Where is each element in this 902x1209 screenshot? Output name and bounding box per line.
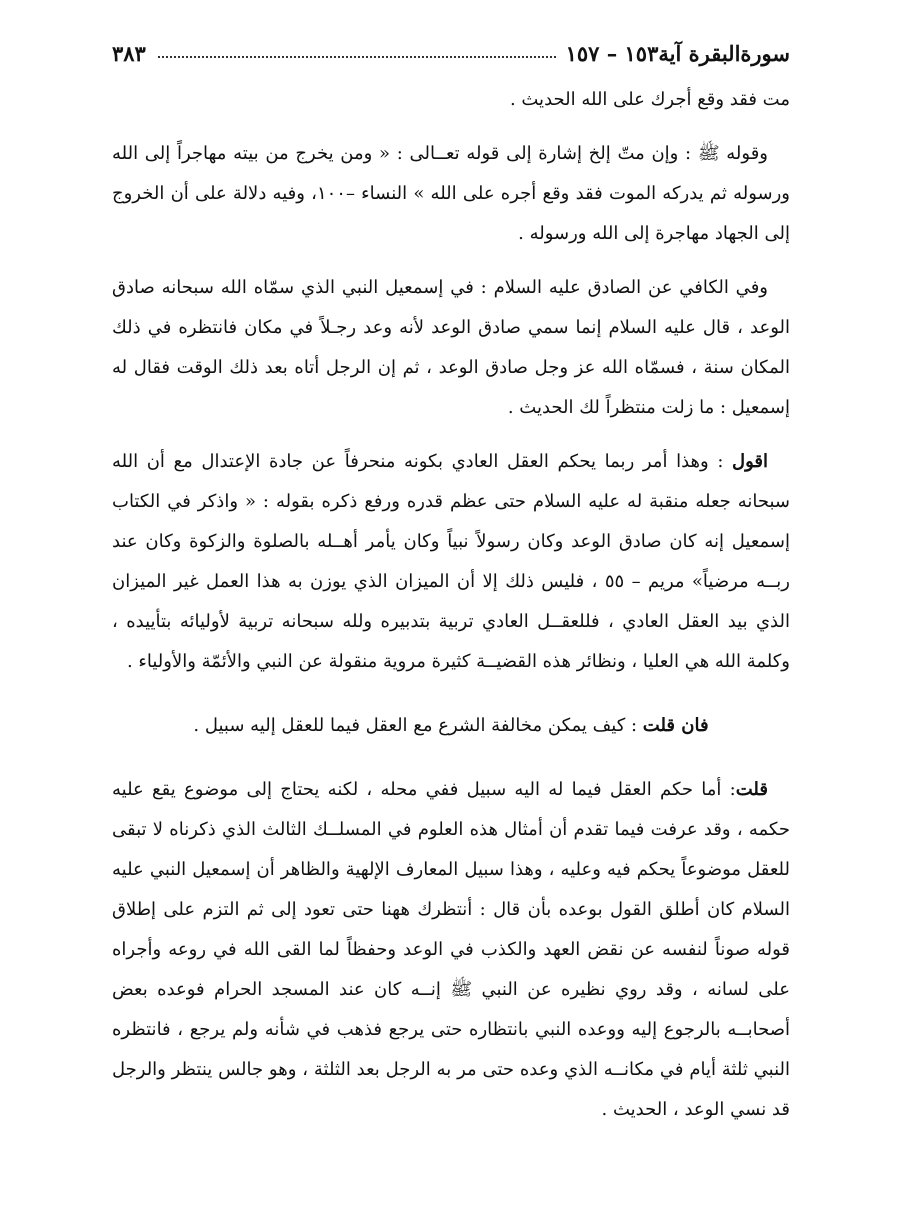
- header-dotted-leader: [158, 56, 556, 58]
- paragraph-commentary: [112, 442, 790, 682]
- question-text: : كيف يمكن مخالفة الشرع مع العقل فيما للعقل إليه سبيل .: [193, 715, 643, 736]
- question-label: فان قلت: [642, 715, 709, 736]
- paragraph-question: [112, 706, 790, 746]
- paragraph-quran-reference: وقوله ﷺ : وإن متّ إلخ إشارة إلى قوله تعــالى : « ومن يخرج من بيته مهاجراً إلى الله ورسوله ثم يدركه الموت فقد وقع أجره على الله » النساء –١٠٠، وفيه دلالة على أن الخروج إلى الجهاد مهاجرة إلى الله ورسوله .: [112, 143, 790, 244]
- surah-verse-title: سورةالبقرة آية١٥٣ – ١٥٧: [565, 40, 790, 66]
- commentary-label: اقول: [732, 451, 768, 472]
- page-number: ٣٨٣: [112, 40, 146, 66]
- answer-label: قلت: [735, 779, 768, 800]
- paragraph-hadith-ending: مت فقد وقع أجرك على الله الحديث .: [509, 89, 790, 110]
- paragraph-answer: [112, 770, 790, 1130]
- answer-text: : أما حكم العقل فيما له اليه سبيل ففي محله ، لكنه يحتاج إلى موضوع يقع عليه حكمه ، وقد عرفت فيما تقدم أن أمثال هذه العلوم في المسلــك الثالث الذي ذكرناه لا تبقى للعقل موضوعاً يحكم فيه وعليه ، وهذا سبيل المعارف الإلهية والظاهر أن إسمعيل النبي عليه السلام كان أطلق القول بوعده بأن قال : أنتظرك ههنا حتى تعود إلى ثم التزم على إطلاق قوله صوناً لنفسه عن نقض العهد والكذب في الوعد وحفظاً لما القى الله في روعه وأجراه على لسانه ، وقد روي نظيره عن النبي ﷺ إنــه كان عند المسجد الحرام فوعده بعض أصحابــه بالرجوع إليه ووعده النبي بانتظاره حتى يرجع فذهب في شأنه ولم يرجع ، فانتظره النبي ثلثة أيام في مكانــه الذي وعده حتى مر به الرجل بعد الثلثة ، وهو جالس ينتظر والرجل قد نسي الوعد ، الحديث .: [112, 779, 790, 1120]
- page-body: [112, 80, 790, 1130]
- paragraph-kafi-narration: وفي الكافي عن الصادق عليه السلام : في إسمعيل النبي الذي سمّاه الله سبحانه صادق الوعد ، قال عليه السلام إنما سمي صادق الوعد لأنه وعد رجـلاً في مكان فانتظره في ذلك المكان سنة ، فسمّاه الله عز وجل صادق الوعد ، ثم إن الرجل أتاه بعد ذلك الوقت فقال له إسمعيل : ما زلت منتظراً لك الحديث .: [112, 277, 790, 418]
- commentary-text: : وهذا أمر ربما يحكم العقل العادي بكونه منحرفاً عن جادة الإعتدال مع أن الله سبحانه جعله منقبة له عليه السلام حتى عظم قدره ورفع ذكره بقوله : « واذكر في الكتاب إسمعيل إنه كان صادق الوعد وكان رسولاً نبياً وكان يأمر أهــله بالصلوة والزكوة وكان عند ربــه مرضياً» مريم – ٥٥ ، فليس ذلك إلا أن الميزان الذي يوزن به هذا العمل غير الميزان الذي بيد العقل العادي ، فللعقــل العادي تربية بتدبيره ولله سبحانه تربية لأوليائه بتأييده ، وكلمة الله هي العليا ، ونظائر هذه القضيــة كثيرة مروية منقولة عن النبي والأئمّة والأولياء .: [112, 451, 790, 672]
- running-header: [112, 34, 790, 72]
